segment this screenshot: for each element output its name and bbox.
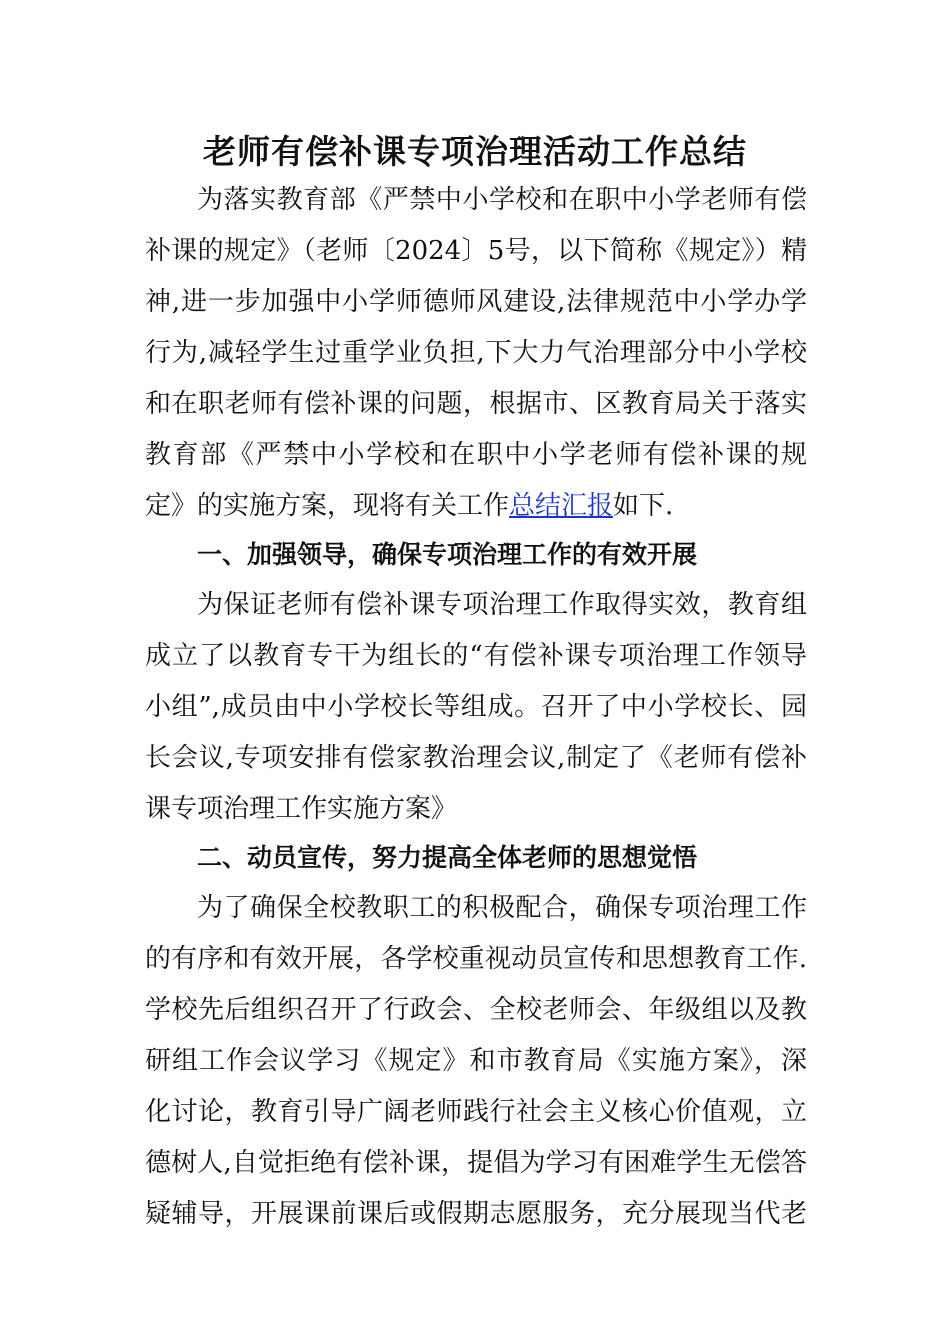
section-1-line-2: 成立了以教育专干为组长的“有偿补课专项治理工作领导 <box>145 641 807 671</box>
section-1-heading: 一、加强领导，确保专项治理工作的有效开展 <box>197 540 698 569</box>
intro-line-2: 补课的规定》（老师〔2024〕5号，以下简称《规定》）精 <box>145 236 807 266</box>
section-2-line-2: 的有序和有效开展，各学校重视动员宣传和思想教育工作. <box>145 944 807 974</box>
intro-line-3: 神,进一步加强中小学师德师风建设,法律规范中小学办学 <box>145 287 807 317</box>
section-2-line-1: 为了确保全校教职工的积极配合，确保专项治理工作 <box>197 893 807 923</box>
section-1-line-3: 小组”,成员由中小学校长等组成。召开了中小学校长、园 <box>145 692 807 722</box>
summary-report-link[interactable]: 总结汇报 <box>509 491 614 521</box>
section-2-line-6: 德树人,自觉拒绝有偿补课，提倡为学习有困难学生无偿答 <box>145 1148 807 1178</box>
intro-line-1: 为落实教育部《严禁中小学校和在职中小学老师有偿 <box>197 185 807 215</box>
section-2-heading: 二、动员宣传，努力提高全体老师的思想觉悟 <box>197 843 698 872</box>
intro-last-text: 定》的实施方案，现将有关工作 <box>145 491 510 521</box>
section-1-line-1: 为保证老师有偿补课专项治理工作取得实效，教育组 <box>197 590 807 620</box>
intro-last-end: 如下. <box>613 491 674 521</box>
section-1-line-5: 课专项治理工作实施方案》 <box>145 794 458 824</box>
section-2-line-3: 学校先后组织召开了行政会、全校老师会、年级组以及教 <box>145 995 807 1025</box>
document-title: 老师有偿补课专项治理活动工作总结 <box>203 132 747 171</box>
intro-line-7 <box>145 486 807 526</box>
section-2-line-4: 研组工作会议学习《规定》和市教育局《实施方案》，深 <box>145 1046 807 1076</box>
intro-line-6: 教育部《严禁中小学校和在职中小学老师有偿补课的规 <box>145 440 807 470</box>
intro-line-4: 行为,减轻学生过重学业负担,下大力气治理部分中小学校 <box>145 338 807 368</box>
section-2-line-5: 化讨论，教育引导广阔老师践行社会主义核心价值观，立 <box>145 1097 807 1127</box>
section-2-line-7: 疑辅导，开展课前课后或假期志愿服务，充分展现当代老 <box>145 1199 807 1229</box>
intro-line-5: 和在职老师有偿补课的问题，根据市、区教育局关于落实 <box>145 389 807 419</box>
section-1-line-4: 长会议,专项安排有偿家教治理会议,制定了《老师有偿补 <box>145 743 807 773</box>
